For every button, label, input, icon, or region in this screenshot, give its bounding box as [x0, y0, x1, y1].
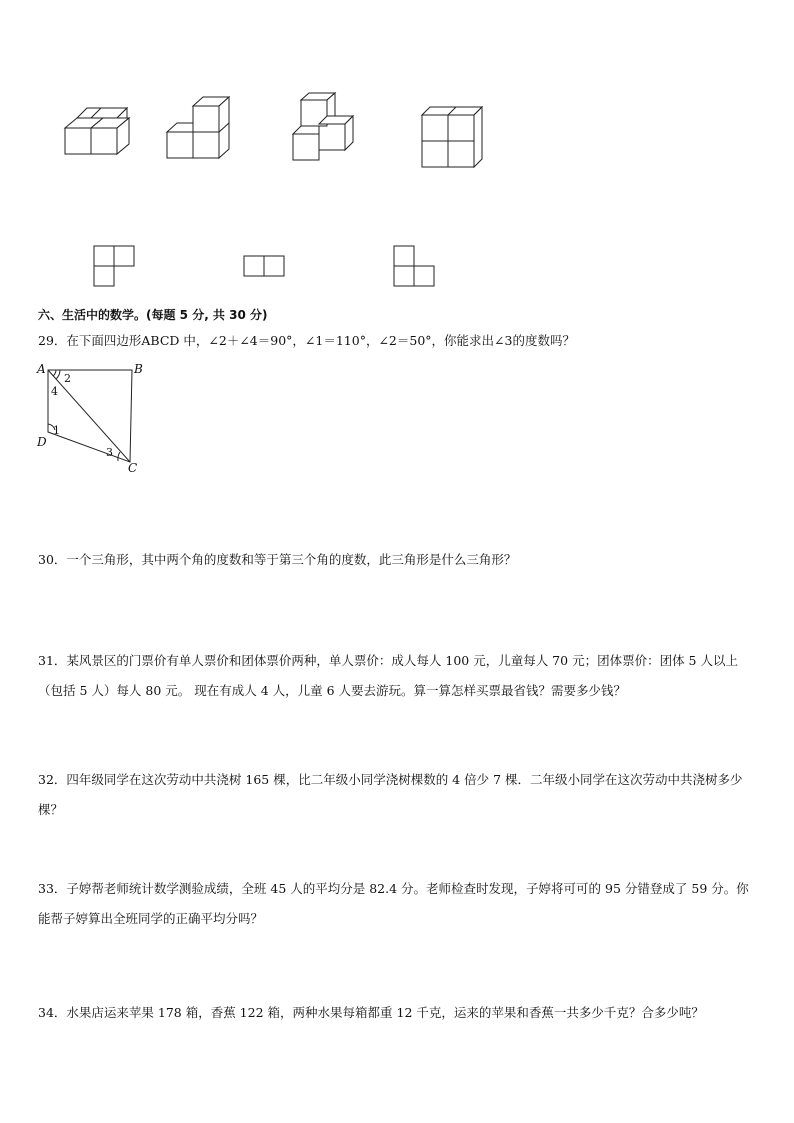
vertex-A: A — [37, 362, 46, 376]
view-figure-1 — [94, 246, 134, 286]
vertex-D: D — [37, 435, 47, 449]
question-29: 29．在下面四边形ABCD 中，∠2＋∠4＝90°，∠1＝110°，∠2＝50°，你能求出∠3的度数吗？ — [38, 333, 575, 348]
vertex-B: B — [134, 362, 143, 376]
angle-label-3: 3 — [106, 446, 113, 459]
question-33: 33．子婷帮老师统计数学测验成绩，全班 45 人的平均分是 82.4 分。老师检查时发现，子婷将可可的 95 分错登成了 59 分。你能帮子婷算出全班同学的正确平均分吗？ — [38, 881, 749, 926]
quadrilateral-diagram — [34, 360, 154, 475]
vertex-C: C — [128, 461, 138, 475]
cube-figures-row — [55, 90, 495, 170]
diagonal-AC — [48, 370, 130, 462]
cube-figure-3 — [293, 93, 353, 160]
angle-label-1: 1 — [53, 424, 60, 437]
question-34: 34．水果店运来苹果 178 箱，香蕉 122 箱，两种水果每箱都重 12 千克，运来的苹果和香蕉一共多少千克？合多少吨？ — [38, 1005, 704, 1020]
question-30: 30．一个三角形，其中两个角的度数和等于第三个角的度数，此三角形是什么三角形？ — [38, 552, 517, 567]
section-heading: 六、生活中的数学。(每题 5 分, 共 30 分) — [38, 308, 268, 322]
question-32: 32．四年级同学在这次劳动中共浇树 165 棵，比二年级小同学浇树棵数的 4 倍少 7 棵．二年级小同学在这次劳动中共浇树多少棵？ — [38, 772, 743, 817]
question-31: 31．某风景区的门票价有单人票价和团体票价两种，单人票价：成人每人 100 元，儿童每人 70 元；团体票价：团体 5 人以上（包括 5 人）每人 80 元。 现在有成人 4 人，儿童 6 人要去游玩。算一算怎样买票最省钱？需要多少钱？ — [38, 653, 738, 698]
angle-label-4: 4 — [51, 385, 58, 398]
cube-figure-2 — [167, 97, 229, 158]
view-figure-2 — [244, 256, 284, 276]
cube-figure-1 — [65, 108, 129, 154]
view-figures-row — [90, 242, 450, 290]
angle-label-2: 2 — [64, 372, 71, 385]
view-figure-3 — [394, 246, 434, 286]
cube-figure-4 — [422, 107, 482, 167]
